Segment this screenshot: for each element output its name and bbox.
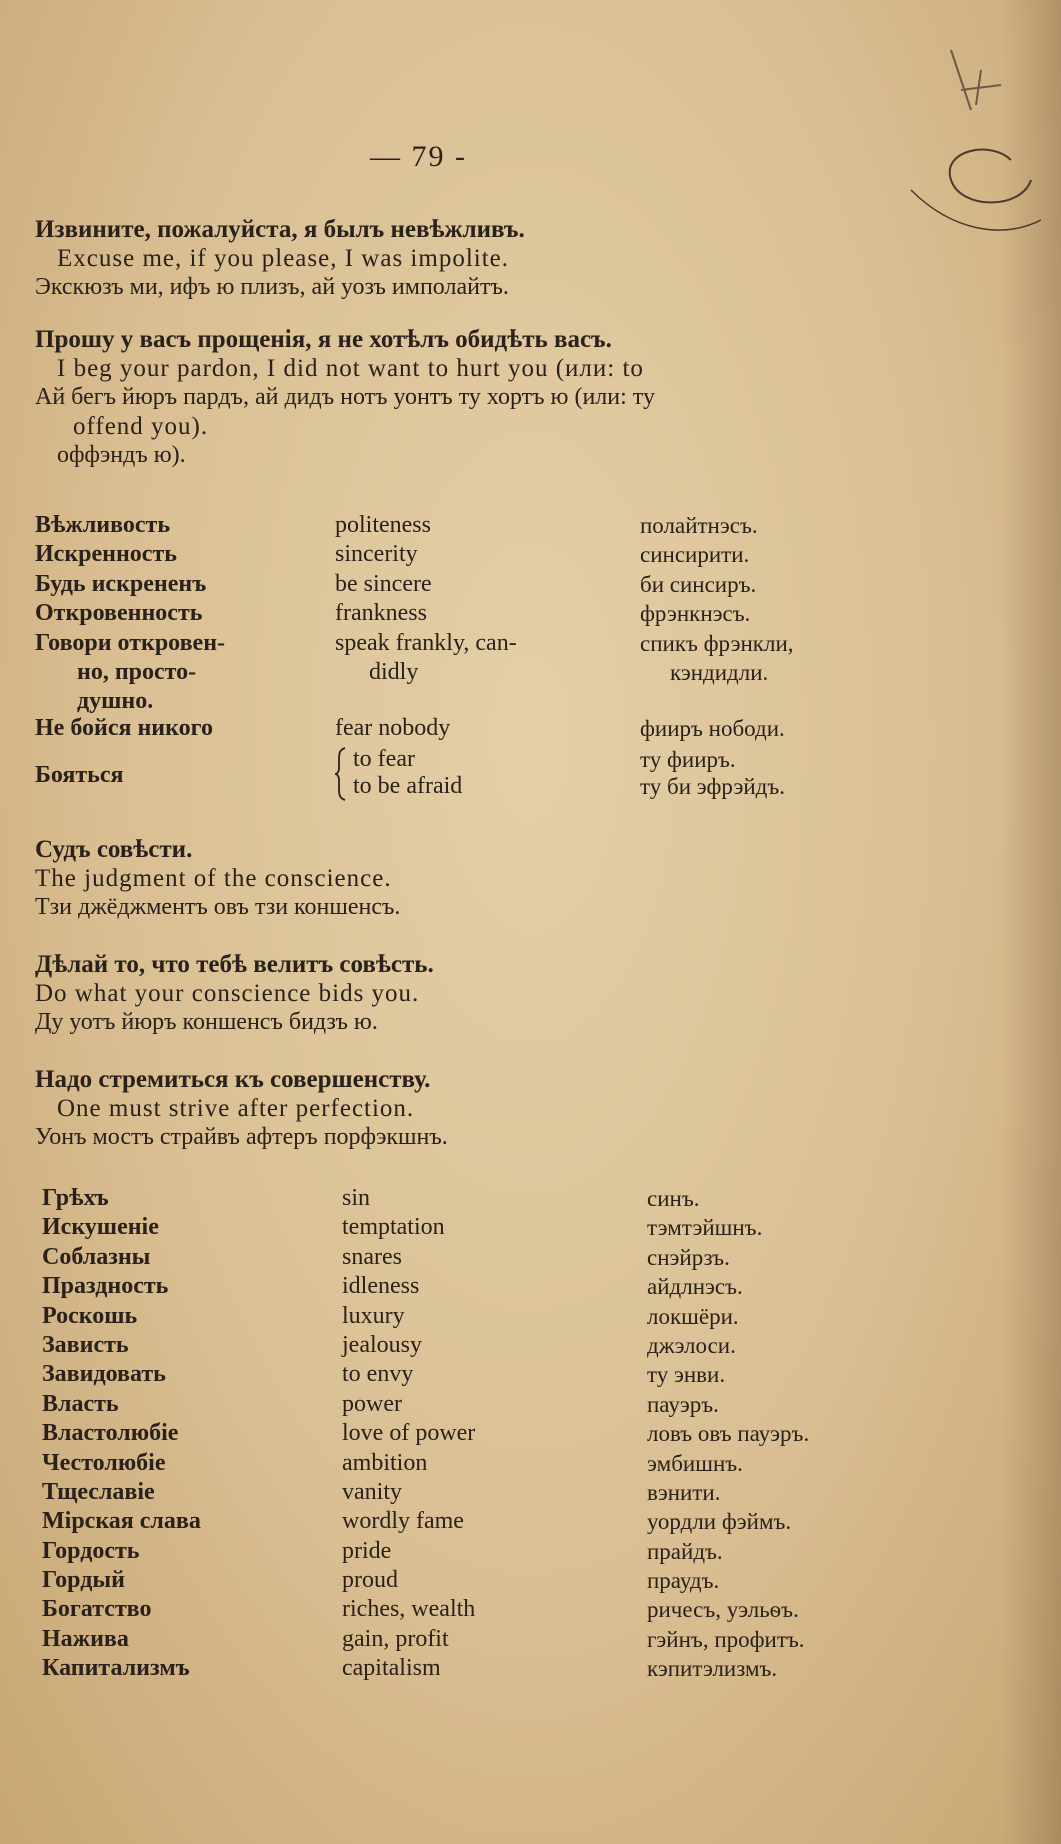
vocab-english: pride — [342, 1537, 392, 1564]
vocab-row — [42, 1244, 942, 1273]
transcription: Ду уотъ йюръ коншенсъ бидзъ ю. — [35, 1009, 378, 1035]
vocab-row — [42, 1361, 942, 1390]
vocab-russian: Честолюбіе — [42, 1449, 166, 1476]
vocab-english: idleness — [342, 1273, 420, 1300]
english-phrase: Excuse me, if you please, I was impolite. — [57, 245, 509, 272]
vocab-transcription: фииръ нободи. — [640, 716, 785, 742]
vocab-row — [35, 512, 935, 541]
vocab-english: sin — [342, 1185, 371, 1211]
vocab-english: ambition — [342, 1449, 428, 1476]
page-number: — 79 - — [370, 140, 467, 173]
vocab-russian: Зависть — [42, 1331, 129, 1358]
vocab-russian: Будь искрененъ — [35, 570, 207, 597]
vocab-russian: Праздность — [42, 1273, 169, 1300]
vocab-english: wordly fame — [342, 1508, 464, 1535]
vocab-russian: Вѣжливость — [35, 512, 171, 538]
vocab-english: be sincere — [335, 570, 432, 597]
phrase-block — [35, 950, 935, 1037]
vocab-row — [42, 1273, 942, 1302]
vocab-transcription: ту би эфрэйдъ. — [640, 774, 785, 799]
russian-phrase: Судъ совѣсти. — [35, 836, 193, 863]
vocab-english: luxury — [342, 1302, 405, 1329]
vocab-row — [42, 1538, 942, 1567]
vocab-row — [42, 1303, 942, 1332]
vocab-russian: Роскошь — [42, 1302, 138, 1329]
vocab-transcription: пауэръ. — [647, 1391, 719, 1417]
vocabulary-table — [42, 1185, 942, 1685]
vocab-row — [42, 1214, 942, 1243]
vocab-row — [42, 1626, 942, 1655]
vocab-english: didly — [369, 658, 419, 685]
vocabulary-brace-entry — [35, 746, 935, 804]
vocab-transcription: кэпитэлизмъ. — [647, 1656, 778, 1682]
vocab-transcription: снэйрзъ. — [647, 1244, 730, 1270]
vocab-english: temptation — [342, 1214, 445, 1241]
vocab-english: vanity — [342, 1478, 402, 1505]
vocab-transcription: спикъ фрэнкли, — [640, 630, 794, 656]
vocab-russian: Говори откровен- — [35, 629, 226, 656]
transcription: Экскюзъ ми, ифъ ю плизъ, ай уозъ имполайтъ. — [35, 274, 509, 300]
russian-phrase: Извините, пожалуйста, я былъ невѣжливъ. — [35, 216, 525, 243]
vocab-row — [42, 1567, 942, 1596]
vocab-row — [35, 600, 935, 629]
vocab-row — [35, 715, 935, 744]
page-edge-shadow — [1001, 0, 1061, 1844]
vocab-transcription: би синсиръ. — [640, 571, 757, 597]
vocab-english: love of power — [342, 1420, 476, 1447]
vocab-russian: но, просто- — [77, 658, 197, 685]
vocab-row — [42, 1655, 942, 1684]
russian-phrase: Прошу у васъ прощенія, я не хотѣлъ обидѣть васъ. — [35, 326, 612, 353]
vocab-row — [35, 541, 935, 570]
phrase-block — [35, 835, 935, 922]
vocab-row — [42, 1185, 942, 1214]
vocab-english: to fear — [353, 746, 415, 772]
russian-phrase: Надо стремиться къ совершенству. — [35, 1066, 431, 1093]
vocab-transcription: уордли фэймъ. — [647, 1509, 792, 1535]
vocab-transcription: эмбишнъ. — [647, 1450, 743, 1476]
vocabulary-table — [35, 512, 935, 745]
vocab-english: riches, wealth — [342, 1596, 476, 1623]
vocab-transcription: кэндидли. — [670, 659, 769, 685]
english-phrase: I beg your pardon, I did not want to hurt you (или: to — [57, 355, 644, 382]
vocab-row — [35, 630, 935, 659]
vocab-english: snares — [342, 1243, 402, 1270]
vocab-russian: Не бойся никого — [35, 715, 213, 742]
vocab-row — [42, 1450, 942, 1479]
vocab-transcription: ту фииръ. — [640, 747, 736, 772]
transcription: Ай бегъ йюръ пардъ, ай дидъ нотъ уонтъ ту хортъ ю (или: ту — [35, 384, 655, 410]
vocab-russian: Соблазны — [42, 1243, 151, 1270]
vocab-russian: Откровенность — [35, 600, 203, 627]
vocab-russian: Властолюбіе — [42, 1420, 179, 1447]
vocab-russian: Бояться — [35, 762, 124, 788]
vocab-russian: Гордый — [42, 1567, 125, 1594]
vocab-transcription: ловъ овъ пауэръ. — [647, 1421, 810, 1447]
vocab-english: capitalism — [342, 1655, 441, 1682]
russian-phrase: Дѣлай то, что тебѣ велитъ совѣсть. — [35, 951, 434, 978]
vocab-row — [42, 1596, 942, 1625]
vocab-transcription: праудъ. — [647, 1568, 720, 1594]
vocab-row — [35, 659, 935, 688]
phrase-block — [35, 1065, 935, 1152]
vocab-transcription: гэйнъ, профитъ. — [647, 1626, 805, 1652]
vocab-english: frankness — [335, 600, 427, 627]
vocab-row — [42, 1332, 942, 1361]
transcription-continued: оффэндъ ю). — [57, 442, 186, 468]
vocab-english: to be afraid — [353, 773, 463, 799]
vocab-russian: Мірская слава — [42, 1508, 201, 1535]
english-phrase: Do what your conscience bids you. — [35, 980, 420, 1007]
vocab-row — [35, 746, 935, 804]
vocab-russian: Завидовать — [42, 1361, 166, 1388]
english-phrase-continued: offend you). — [73, 413, 209, 440]
vocab-english: fear nobody — [335, 715, 451, 742]
vocab-russian: Капитализмъ — [42, 1655, 190, 1682]
vocab-transcription: ричесъ, уэльѳъ. — [647, 1597, 799, 1623]
vocab-english: speak frankly, can- — [335, 629, 517, 656]
vocab-russian: Грѣхъ — [42, 1185, 109, 1211]
transcription: Уонъ мостъ страйвъ афтеръ порфэкшнъ. — [35, 1124, 448, 1150]
vocab-english: politeness — [335, 512, 431, 538]
vocab-russian: Власть — [42, 1390, 119, 1417]
english-phrase: One must strive after perfection. — [57, 1095, 415, 1122]
vocab-transcription: ту энви. — [647, 1362, 726, 1388]
vocab-row — [42, 1479, 942, 1508]
vocab-transcription: синсирити. — [640, 542, 750, 568]
phrase-block — [35, 325, 935, 470]
vocab-russian: Искушеніе — [42, 1214, 159, 1241]
vocab-transcription: фрэнкнэсъ. — [640, 601, 751, 627]
vocab-english: sincerity — [335, 541, 418, 568]
vocab-transcription: вэнити. — [647, 1479, 721, 1505]
vocab-russian: Искренность — [35, 541, 177, 568]
vocab-english: power — [342, 1390, 402, 1417]
vocab-transcription: синъ. — [647, 1186, 700, 1211]
vocab-row — [35, 571, 935, 600]
vocab-row — [42, 1508, 942, 1537]
vocab-transcription: локшёри. — [647, 1303, 739, 1329]
vocab-english: jealousy — [342, 1331, 422, 1358]
vocab-row — [42, 1420, 942, 1449]
vocab-row — [35, 688, 935, 715]
phrase-block — [35, 215, 935, 302]
vocab-russian: душно. — [77, 688, 154, 715]
english-phrase: The judgment of the conscience. — [35, 865, 392, 892]
vocab-russian: Богатство — [42, 1596, 152, 1623]
pencil-sketch-icon — [891, 30, 1041, 240]
vocab-english: proud — [342, 1567, 398, 1594]
transcription: Тзи джёджментъ овъ тзи коншенсъ. — [35, 894, 401, 920]
vocab-transcription: айдлнэсъ. — [647, 1274, 743, 1300]
vocab-transcription: джэлоси. — [647, 1332, 736, 1358]
vocab-transcription: тэмтэйшнъ. — [647, 1215, 763, 1241]
vocab-transcription: прайдъ. — [647, 1538, 723, 1564]
vocab-russian: Нажива — [42, 1625, 129, 1652]
vocab-row — [42, 1391, 942, 1420]
vocab-english: to envy — [342, 1361, 414, 1388]
vocab-transcription: полайтнэсъ. — [640, 513, 758, 538]
vocab-russian: Тщеславіе — [42, 1478, 155, 1505]
vocab-english: gain, profit — [342, 1625, 449, 1652]
vocab-russian: Гордость — [42, 1537, 140, 1564]
